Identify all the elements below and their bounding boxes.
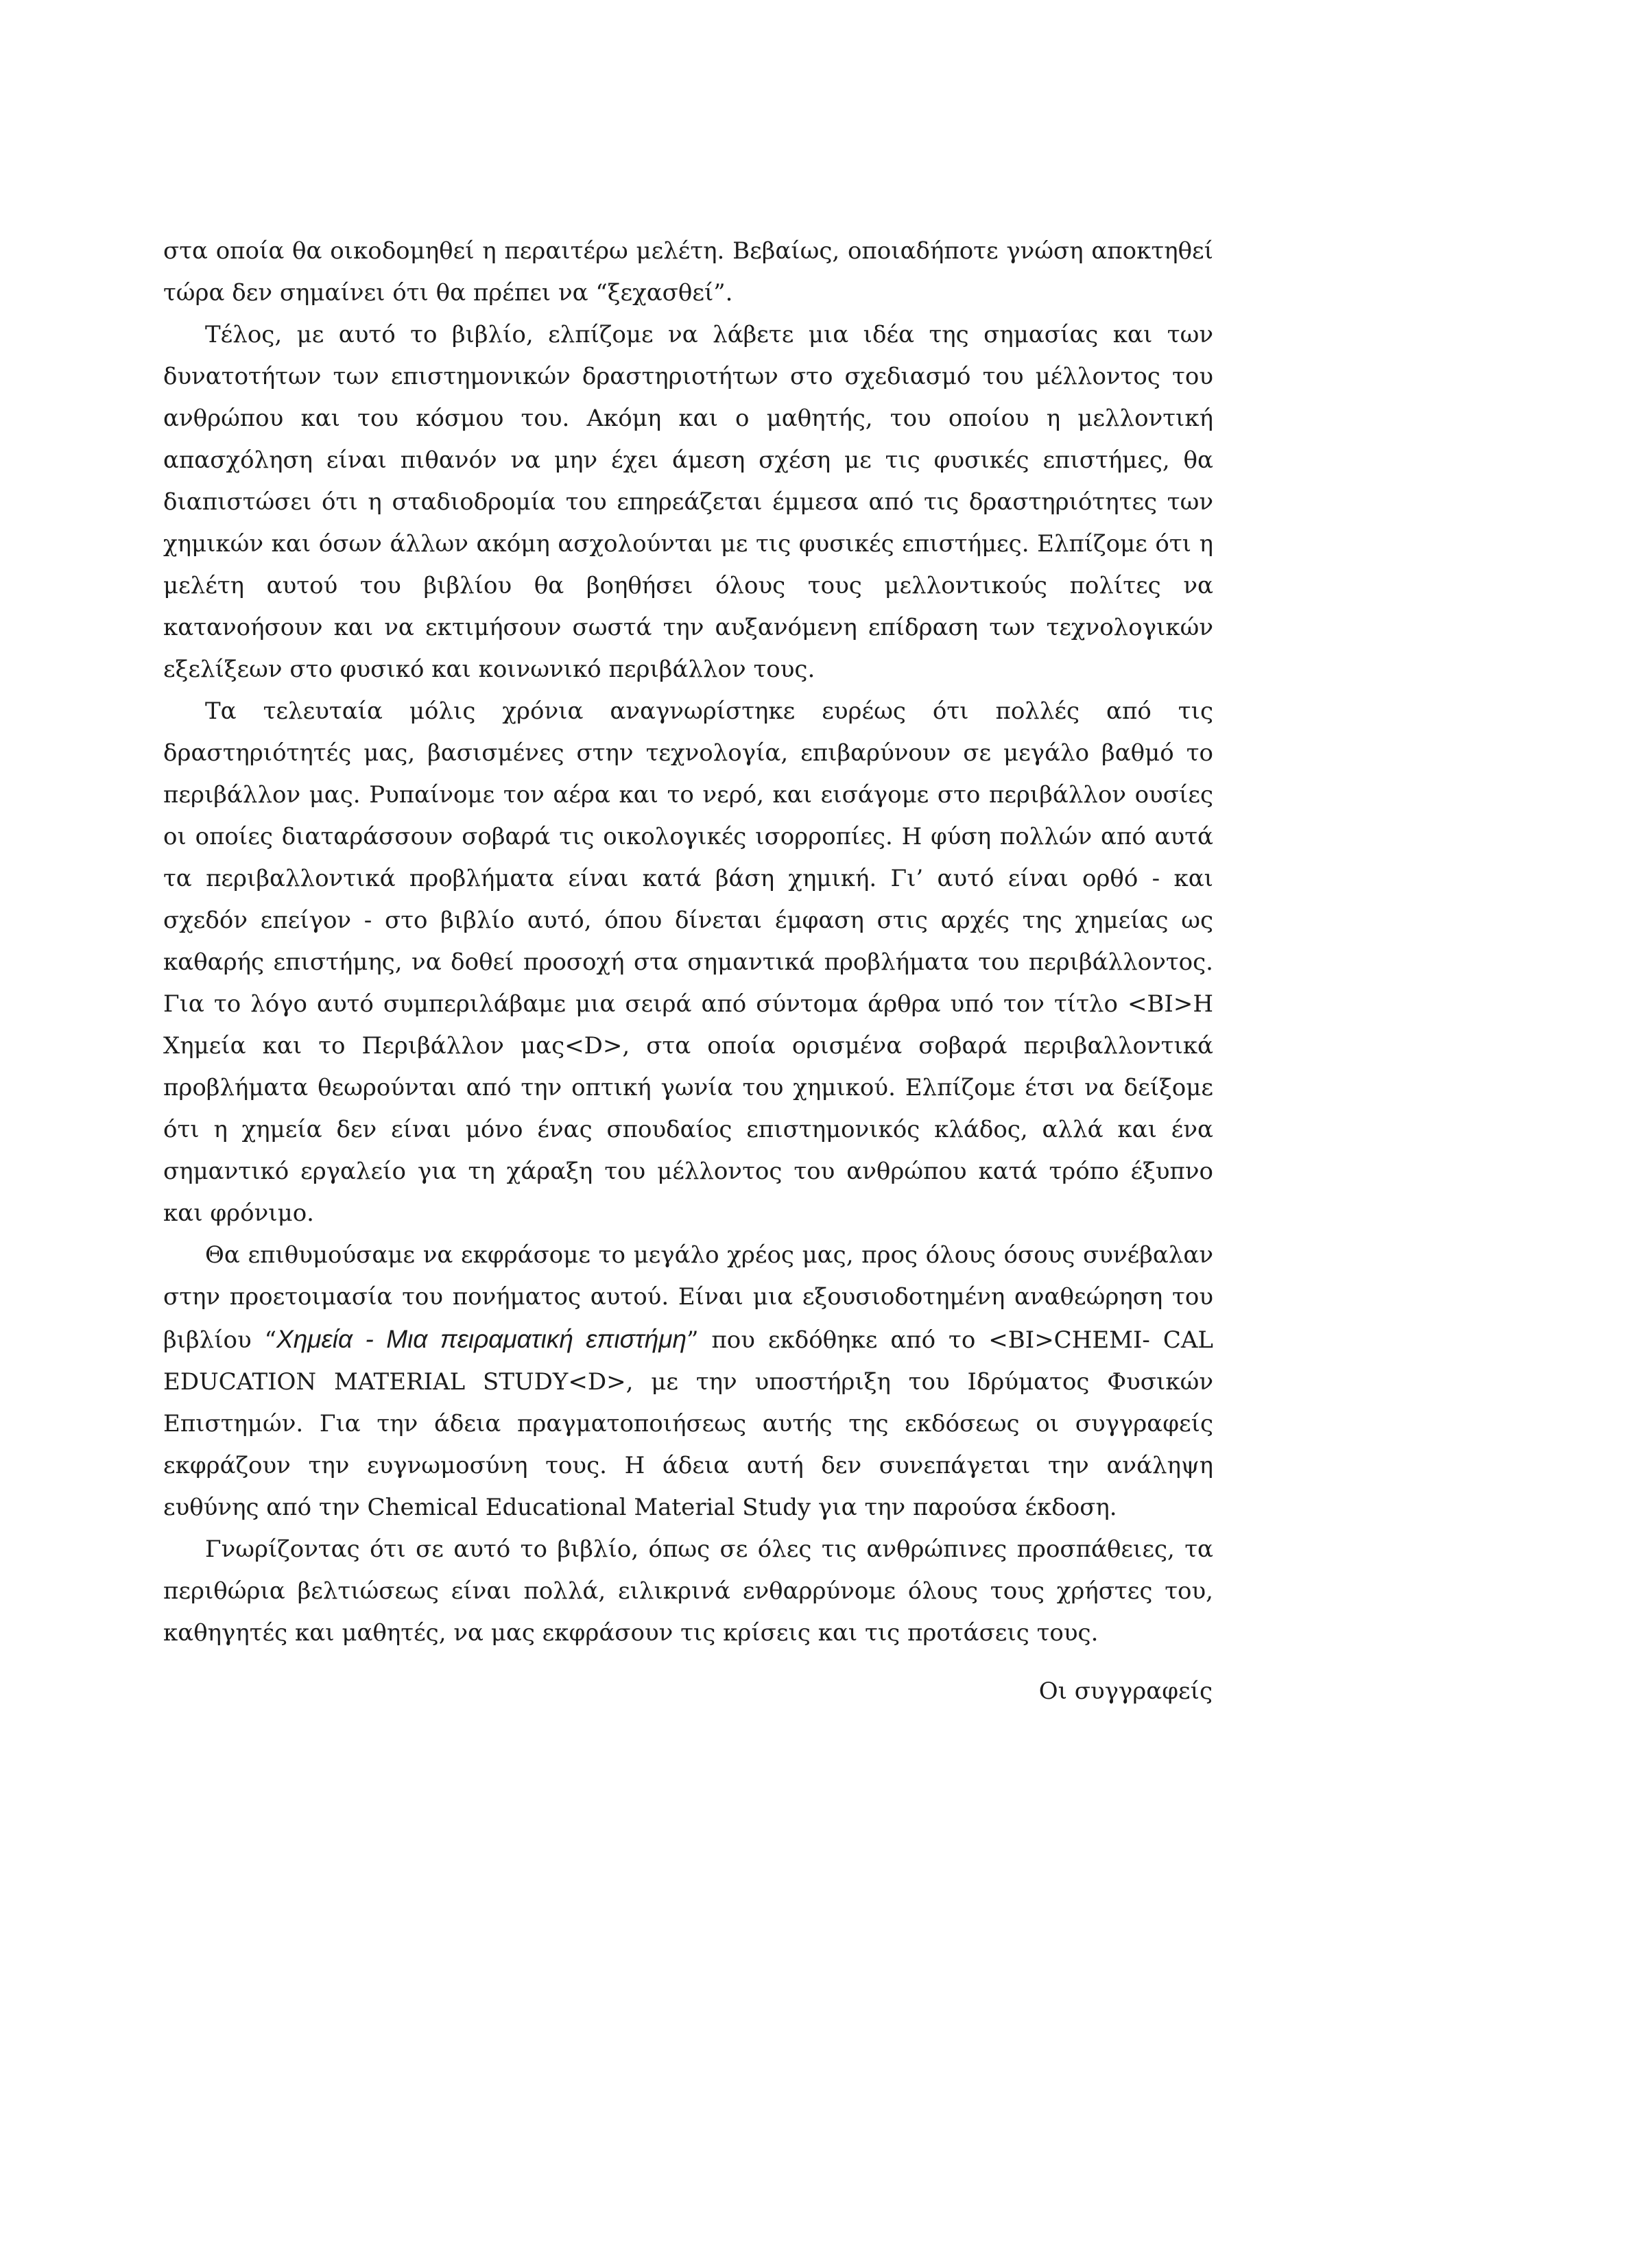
paragraph-environment: Τα τελευταία μόλις χρόνια αναγνωρίστηκε ευρέως ότι πολλές από τις δραστηριότητές μας, βασισμένες στην τεχνολογία, επιβαρύνουν σε μεγάλο βαθμό το περιβάλλον μας. Ρυπαίνομε τον αέρα και το νερό, και εισάγομε στο περιβάλλον ουσίες οι οποίες διαταράσσουν σοβαρά τις οικολογικές ισορροπίες. Η φύση πολλών από αυτά τα περιβαλλοντικά προβλήματα είναι κατά βάση χημική. Γι’ αυτό είναι ορθό - και σχεδόν επείγον - στο βιβλίο αυτό, όπου δίνεται έμφαση στις αρχές της χημείας ως καθαρής επιστήμης, να δοθεί προσοχή στα σημαντικά προβλήματα του περιβάλλοντος. Για το λόγο αυτό συμπεριλάβαμε μια σειρά από σύντομα άρθρα υπό τον τίτλο <BI>Η Χημεία και το Περιβάλλον μας<D>, στα οποία ορισμένα σοβαρά περιβαλλοντικά προβλήματα θεωρούνται από την οπτική γωνία του χημικού. Ελπίζομε έτσι να δείξομε ότι η χημεία δεν είναι μόνο ένας σπουδαίος επιστημονικός κλάδος, αλλά και ένα σημαντικό εργαλείο για τη χάραξη του μέλλοντος του ανθρώπου κατά τρόπο έξυπνο και φρόνιμο. bbox=[163, 697, 1213, 1227]
paragraph-closing: Γνωρίζοντας ότι σε αυτό το βιβλίο, όπως σε όλες τις ανθρώπινες προσπάθειες, τα περιθώρια βελτιώσεως είναι πολλά, ειλικρινά ενθαρρύνομε όλους τους χρήστες του, καθηγητές και μαθητές, να μας εκφράσουν τις κρίσεις και τις προτάσεις τους. bbox=[163, 1536, 1213, 1647]
paragraph-continuation: στα οποία θα οικοδομηθεί η περαιτέρω μελέτη. Βεβαίως, οποιαδήποτε γνώση αποκτηθεί τώρα δεν σημαίνει ότι θα πρέπει να “ξεχασθεί”. bbox=[163, 237, 1213, 307]
body-text bbox=[163, 230, 1213, 1654]
acknowledgment-text-start: Θα επιθυμούσαμε να εκφράσομε το μεγάλο χρέος μας, προς όλους όσους συνέβαλαν στην προετοιμασία του πονήματος αυτού. Είναι μια εξουσιοδοτημένη αναθεώρηση του βιβλίου “ bbox=[163, 1241, 1213, 1354]
acknowledgment-text-end: ” που εκδόθηκε από το <BI>CHEMI- CAL EDUCATION MATERIAL STUDY<D>, με την υποστήριξη του Ιδρύματος Φυσικών Επιστημών. Για την άδεια πραγματοποιήσεως αυτής της εκδόσεως οι συγγραφείς εκφράζουν την ευγνωμοσύνη τους. Η άδεια αυτή δεν συνεπάγεται την ανάληψη ευθύνης από την Chemical Educational Material Study για την παρούσα έκδοση. bbox=[163, 1326, 1214, 1521]
paragraph-purpose: Τέλος, με αυτό το βιβλίο, ελπίζομε να λάβετε μια ιδέα της σημασίας και των δυνατοτήτων των επιστημονικών δραστηριοτήτων στο σχεδιασμό του μέλλοντος του ανθρώπου και του κόσμου του. Ακόμη και ο μαθητής, του οποίου η μελλοντική απασχόληση είναι πιθανόν να μην έχει άμεση σχέση με τις φυσικές επιστήμες, θα διαπιστώσει ότι η σταδιοδρομία του επηρεάζεται έμμεσα από τις δραστηριότητες των χημικών και όσων άλλων ακόμη ασχολούνται με τις φυσικές επιστήμες. Ελπίζομε ότι η μελέτη αυτού του βιβλίου θα βοηθήσει όλους τους μελλοντικούς πολίτες να κατανοήσουν και να εκτιμήσουν σωστά την αυξανόμενη επίδραση των τεχνολογικών εξελίξεων στο φυσικό και κοινωνικό περιβάλλον τους. bbox=[163, 321, 1213, 683]
signature: Οι συγγραφείς bbox=[1038, 1678, 1213, 1705]
paragraph-acknowledgment bbox=[163, 1234, 1213, 1529]
book-title: Χημεία - Μια πειραματική επιστήμη bbox=[276, 1325, 687, 1353]
